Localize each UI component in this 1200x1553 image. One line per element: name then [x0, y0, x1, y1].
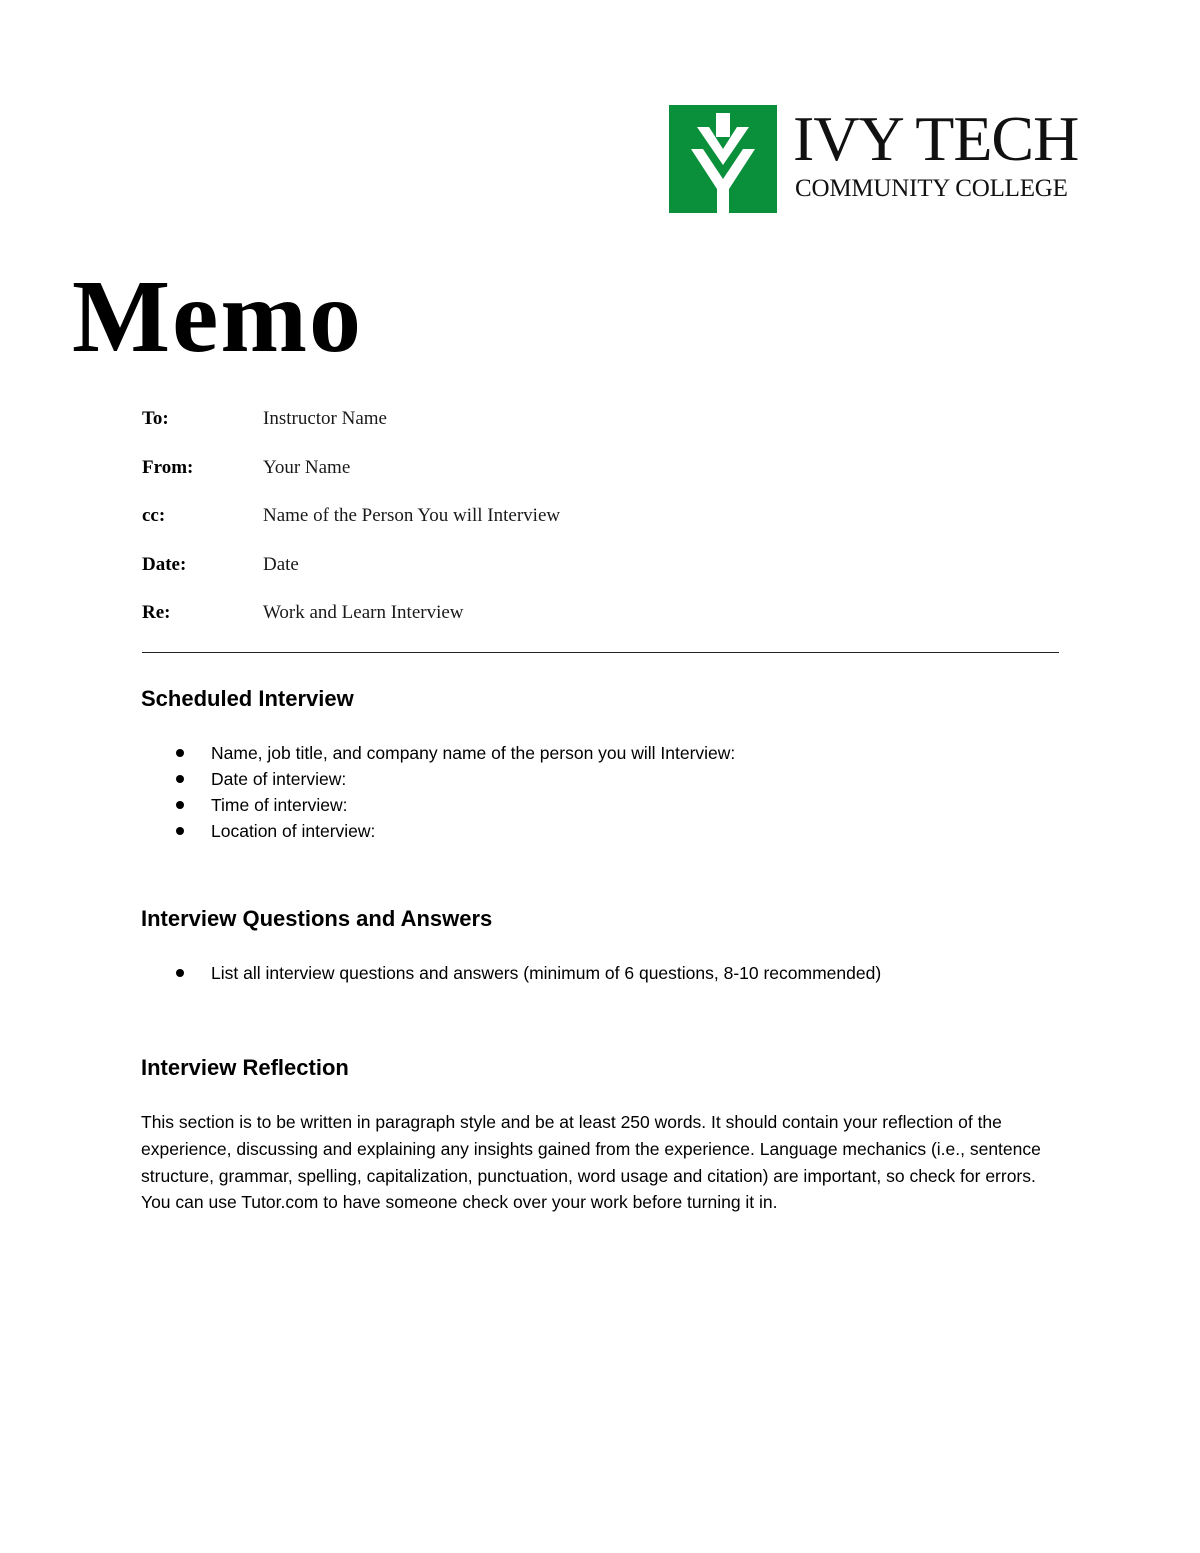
header-divider	[142, 652, 1059, 653]
field-re	[142, 598, 1042, 647]
section-heading: Interview Reflection	[141, 1055, 349, 1080]
section-heading: Interview Questions and Answers	[141, 906, 493, 931]
list-item-text: Time of interview:	[211, 795, 348, 815]
questions-list	[141, 960, 1061, 986]
field-value: Work and Learn Interview	[263, 602, 464, 623]
field-date	[142, 550, 1042, 599]
list-item	[141, 740, 1061, 766]
scheduled-list	[141, 740, 1061, 844]
section-heading: Scheduled Interview	[141, 686, 354, 711]
list-item	[141, 792, 1061, 818]
field-label: To:	[142, 408, 169, 429]
reflection-paragraph: This section is to be written in paragraph style and be at least 250 words. It should contain your reflection of the experience, discussing and explaining any insights gained from the experience. Language mechanics (i.e., sentence structure, grammar, spelling, capitalization, punctuation, word usage and citation) are important, so check for errors. You can use Tutor.com to have someone check over your work before turning it in.	[141, 1112, 1041, 1213]
list-item	[141, 766, 1061, 792]
logo-subtitle: COMMUNITY COLLEGE	[795, 175, 1068, 202]
field-label: From:	[142, 456, 194, 478]
bullet-icon	[176, 801, 184, 809]
interview-questions-section	[141, 904, 1061, 986]
bullet-icon	[176, 749, 184, 757]
list-item-text: List all interview questions and answers (minimum of 6 questions, 8-10 recommended)	[211, 963, 882, 983]
field-label: Date:	[142, 553, 187, 575]
memo-title: Memo	[72, 259, 363, 374]
ivy-leaf-icon	[669, 105, 777, 213]
field-label: cc:	[142, 505, 166, 526]
field-cc	[142, 501, 1042, 550]
field-value: Your Name	[263, 456, 351, 478]
field-value: Instructor Name	[263, 408, 387, 429]
list-item	[141, 960, 1061, 986]
bullet-icon	[176, 775, 184, 783]
list-item-text: Name, job title, and company name of the person you will Interview:	[211, 743, 736, 763]
field-to	[142, 404, 1042, 453]
ivy-tech-logo	[669, 105, 1089, 215]
field-from	[142, 453, 1042, 502]
scheduled-interview-section	[141, 684, 1061, 844]
field-value: Date	[263, 553, 299, 575]
memo-header-fields	[142, 404, 1042, 647]
list-item	[141, 818, 1061, 844]
logo-title: IVY TECH	[793, 103, 1079, 174]
bullet-icon	[176, 969, 184, 977]
interview-reflection-section	[141, 1053, 1061, 1216]
list-item-text: Location of interview:	[211, 821, 376, 841]
list-item-text: Date of interview:	[211, 769, 347, 789]
field-value: Name of the Person You will Interview	[263, 505, 561, 526]
bullet-icon	[176, 827, 184, 835]
field-label: Re:	[142, 602, 171, 623]
